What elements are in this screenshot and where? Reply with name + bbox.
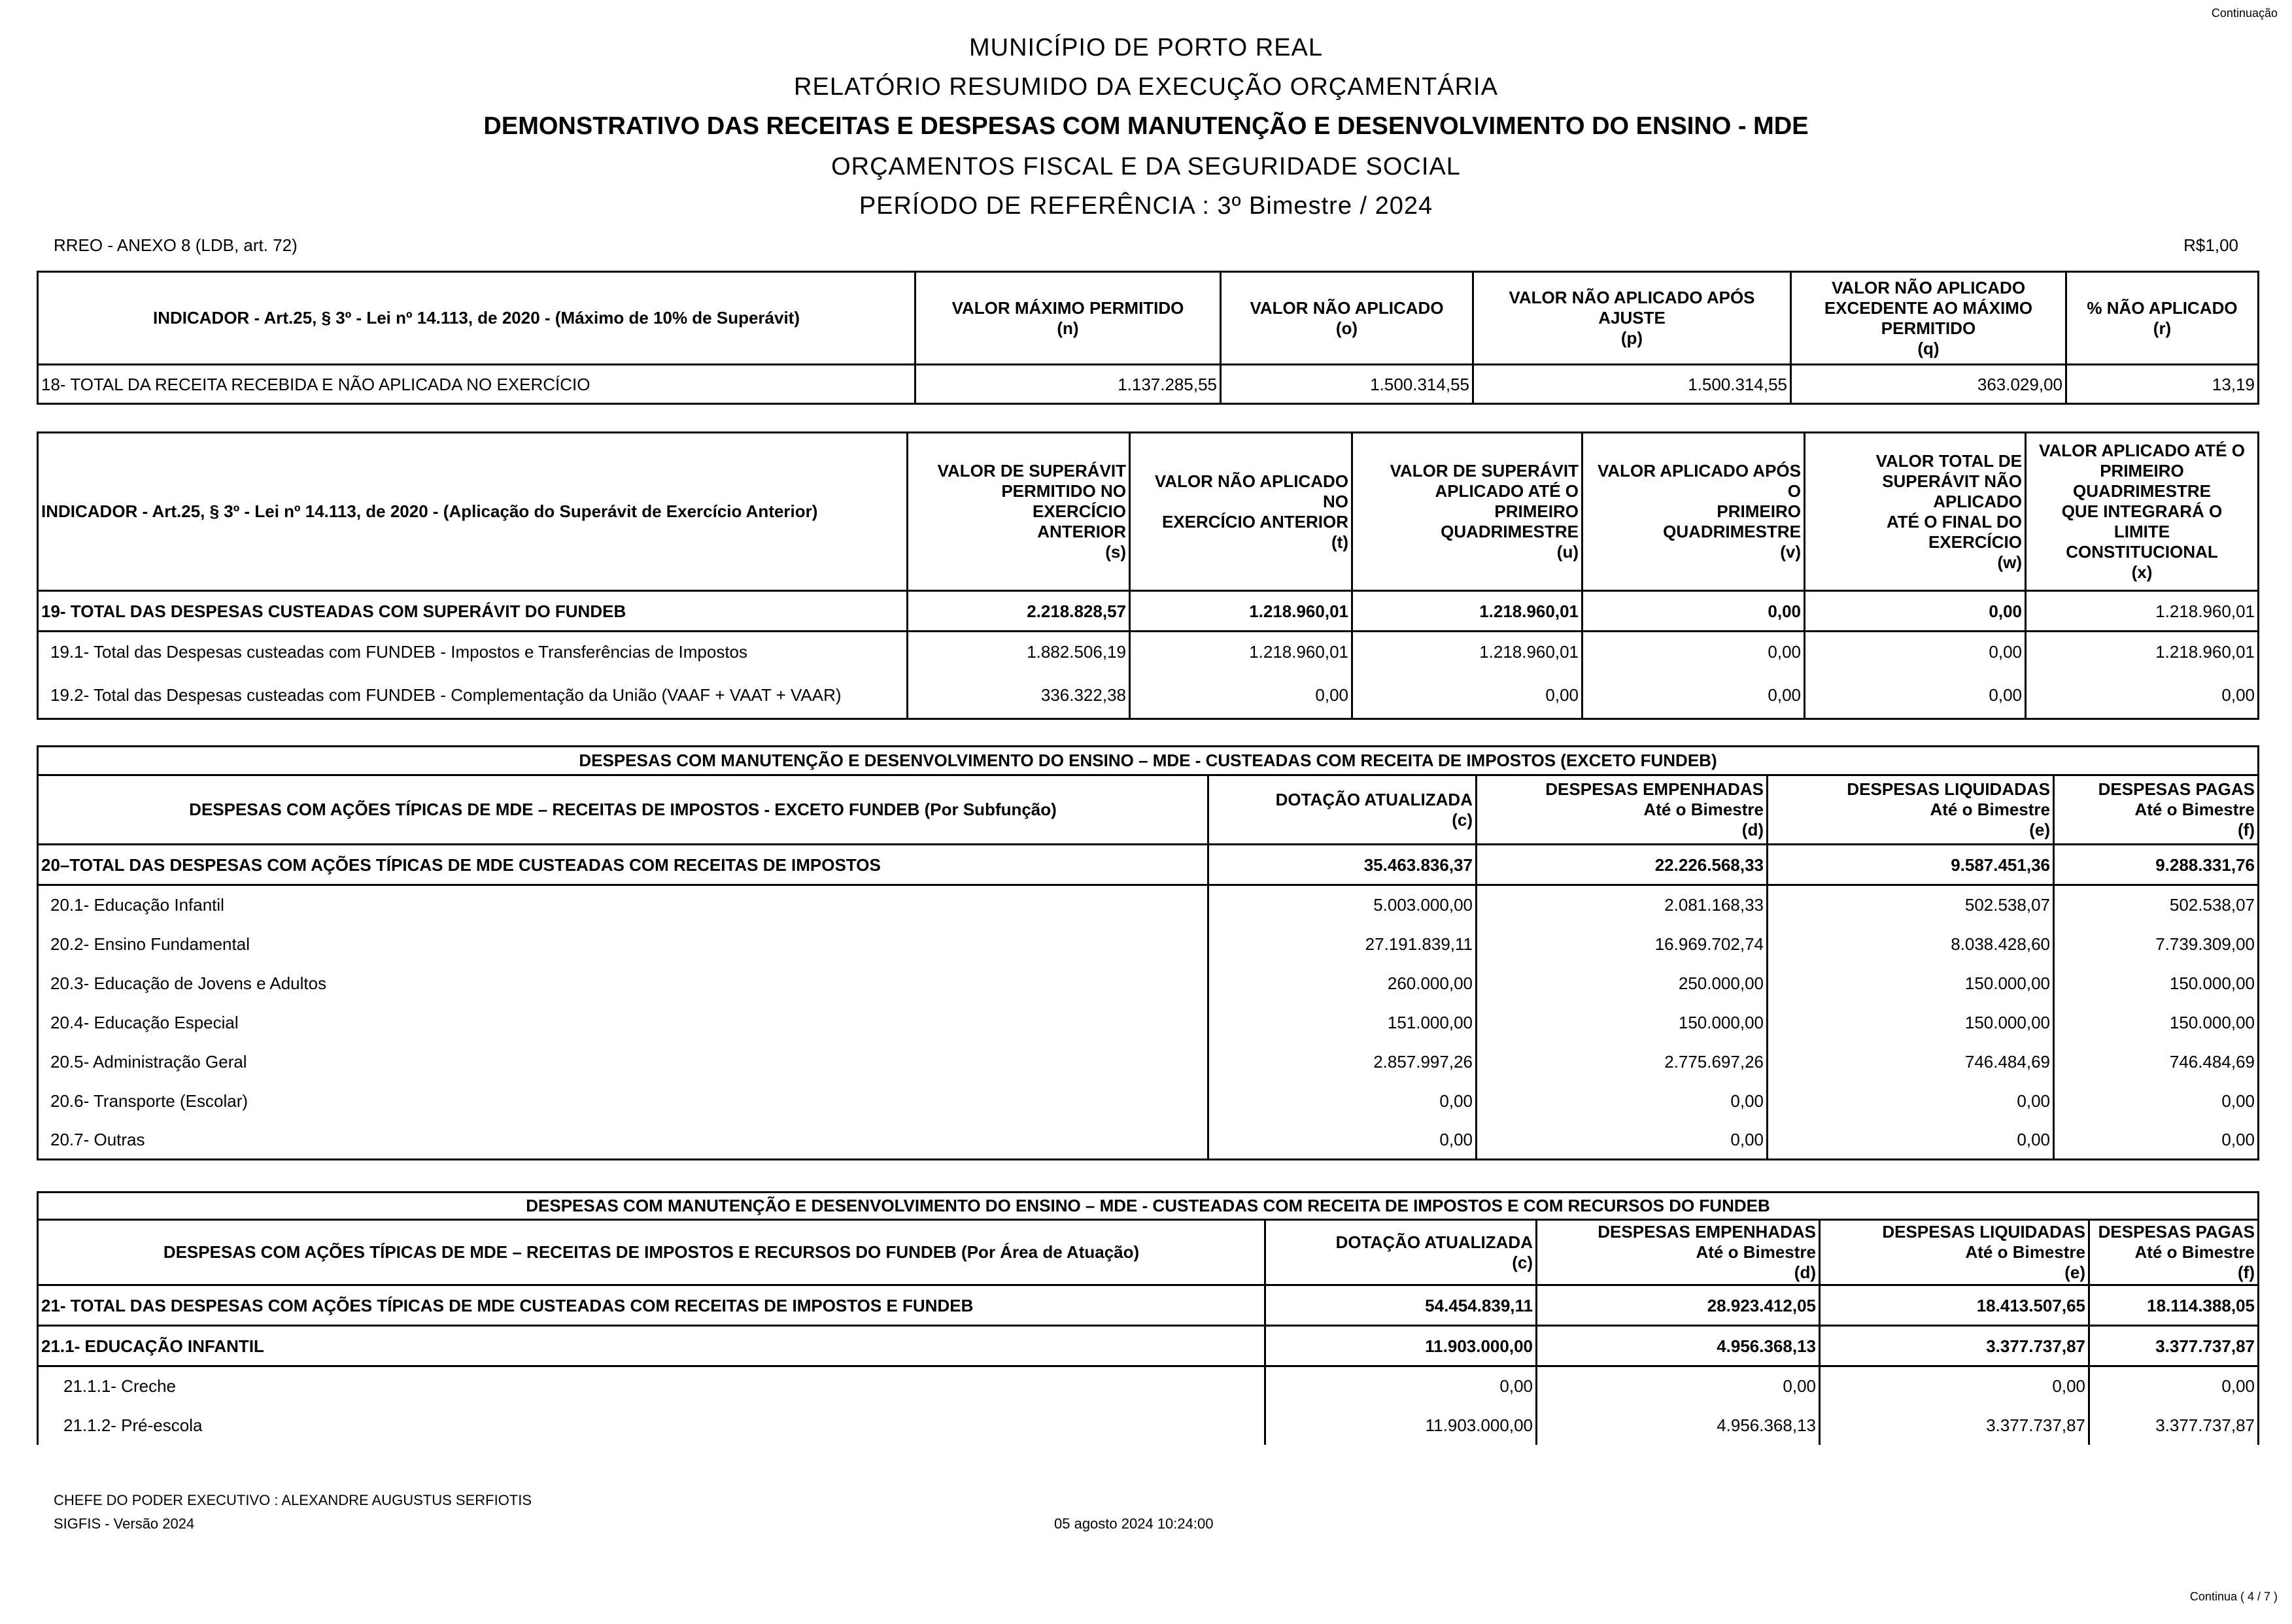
cell-value: 0,00 <box>1537 1366 1820 1406</box>
table-row <box>38 672 2259 719</box>
cell-value: 150.000,00 <box>1768 964 2054 1003</box>
cell-value: 1.500.314,55 <box>1221 365 1473 404</box>
cell-value: 3.377.737,87 <box>2089 1406 2259 1445</box>
cell-value: 1.218.960,01 <box>1130 632 1352 672</box>
cell-value: 746.484,69 <box>2054 1042 2259 1081</box>
cell-value: 0,00 <box>1477 1121 1768 1160</box>
page-indicator: Continua ( 4 / 7 ) <box>2189 1590 2278 1603</box>
cell-value: 35.463.836,37 <box>1208 845 1477 885</box>
t1-header-r: % NÃO APLICADO (r) <box>2066 272 2259 365</box>
t3-title: DESPESAS COM MANUTENÇÃO E DESENVOLVIMENTO DO ENSINO – MDE - CUSTEADAS COM RECEITA DE IMPOSTOS (EXCETO FUNDEB) <box>38 747 2259 775</box>
cell-value: 0,00 <box>2026 672 2259 719</box>
row-label: 19.2- Total das Despesas custeadas com FUNDEB - Complementação da União (VAAF + VAAT + VAAR) <box>38 672 908 719</box>
cell-value: 22.226.568,33 <box>1477 845 1768 885</box>
cell-value: 2.857.997,26 <box>1208 1042 1477 1081</box>
cell-value: 18.413.507,65 <box>1820 1285 2089 1326</box>
cell-value: 0,00 <box>1805 632 2026 672</box>
t1-header-p: VALOR NÃO APLICADO APÓS AJUSTE (p) <box>1473 272 1791 365</box>
t3-header-subfunction: DESPESAS COM AÇÕES TÍPICAS DE MDE – RECEITAS DE IMPOSTOS - EXCETO FUNDEB (Por Subfunção) <box>38 775 1208 845</box>
table-row <box>38 1003 2259 1042</box>
cell-value: 27.191.839,11 <box>1208 924 1477 964</box>
t3-header-f: DESPESAS PAGAS Até o Bimestre (f) <box>2054 775 2259 845</box>
t1-header-indicator: INDICADOR - Art.25, § 3º - Lei nº 14.113, de 2020 - (Máximo de 10% de Superávit) <box>38 272 915 365</box>
t4-header-d: DESPESAS EMPENHADAS Até o Bimestre (d) <box>1537 1220 1820 1285</box>
row-label: 20.5- Administração Geral <box>38 1042 1208 1081</box>
table-row <box>38 1326 2259 1366</box>
cell-value: 54.454.839,11 <box>1265 1285 1537 1326</box>
system-version: SIGFIS - Versão 2024 <box>54 1515 195 1532</box>
cell-value: 0,00 <box>1208 1081 1477 1121</box>
currency-unit: R$1,00 <box>2183 235 2238 255</box>
cell-value: 0,00 <box>2054 1121 2259 1160</box>
cell-value: 0,00 <box>1477 1081 1768 1121</box>
cell-value: 151.000,00 <box>1208 1003 1477 1042</box>
cell-value: 746.484,69 <box>1768 1042 2054 1081</box>
cell-value: 502.538,07 <box>1768 885 2054 924</box>
row-label: 20.2- Ensino Fundamental <box>38 924 1208 964</box>
cell-value: 0,00 <box>1805 591 2026 632</box>
cell-value: 1.218.960,01 <box>2026 591 2259 632</box>
cell-value: 0,00 <box>1582 632 1805 672</box>
table-row <box>38 1406 2259 1445</box>
generation-datetime: 05 agosto 2024 10:24:00 <box>1054 1515 1214 1532</box>
report-title: RELATÓRIO RESUMIDO DA EXECUÇÃO ORÇAMENTÁRIA <box>794 73 1498 101</box>
row-label: 21.1- EDUCAÇÃO INFANTIL <box>38 1326 1265 1366</box>
cell-value: 2.081.168,33 <box>1477 885 1768 924</box>
row-label: 20.7- Outras <box>38 1121 1208 1160</box>
cell-value: 3.377.737,87 <box>1820 1406 2089 1445</box>
table-row <box>38 1042 2259 1081</box>
cell-value: 0,00 <box>1352 672 1582 719</box>
cell-value: 1.218.960,01 <box>1352 591 1582 632</box>
t4-header-e: DESPESAS LIQUIDADAS Até o Bimestre (e) <box>1820 1220 2089 1285</box>
cell-value: 4.956.368,13 <box>1537 1326 1820 1366</box>
cell-value: 1.882.506,19 <box>908 632 1130 672</box>
continuation-label: Continuação <box>2211 7 2278 20</box>
t2-header-t: VALOR NÃO APLICADO NO EXERCÍCIO ANTERIOR (t) <box>1130 433 1352 591</box>
cell-value: 7.739.309,00 <box>2054 924 2259 964</box>
cell-value: 150.000,00 <box>1477 1003 1768 1042</box>
cell-value: 0,00 <box>2054 1081 2259 1121</box>
t2-header-w: VALOR TOTAL DE SUPERÁVIT NÃO APLICADO ATÉ O FINAL DO EXERCÍCIO (w) <box>1805 433 2026 591</box>
table-row <box>38 591 2259 632</box>
table-row <box>38 964 2259 1003</box>
cell-value: 250.000,00 <box>1477 964 1768 1003</box>
cell-value: 150.000,00 <box>2054 964 2259 1003</box>
t3-header-d: DESPESAS EMPENHADAS Até o Bimestre (d) <box>1477 775 1768 845</box>
row-label: 20.3- Educação de Jovens e Adultos <box>38 964 1208 1003</box>
statement-title: DEMONSTRATIVO DAS RECEITAS E DESPESAS COM MANUTENÇÃO E DESENVOLVIMENTO DO ENSINO - MDE <box>483 112 1809 140</box>
cell-value: 0,00 <box>2089 1366 2259 1406</box>
t4-header-c: DOTAÇÃO ATUALIZADA (c) <box>1265 1220 1537 1285</box>
cell-value: 28.923.412,05 <box>1537 1285 1820 1326</box>
t1-header-n: VALOR MÁXIMO PERMITIDO (n) <box>915 272 1221 365</box>
table-row <box>38 885 2259 924</box>
cell-value: 11.903.000,00 <box>1265 1326 1537 1366</box>
row-label: 21- TOTAL DAS DESPESAS COM AÇÕES TÍPICAS DE MDE CUSTEADAS COM RECEITAS DE IMPOSTOS E FUNDEB <box>38 1285 1265 1326</box>
cell-value: 2.218.828,57 <box>908 591 1130 632</box>
annex-label: RREO - ANEXO 8 (LDB, art. 72) <box>54 235 298 255</box>
t2-header-s: VALOR DE SUPERÁVIT PERMITIDO NO EXERCÍCIO ANTERIOR (s) <box>908 433 1130 591</box>
cell-value: 0,00 <box>1820 1366 2089 1406</box>
table-row <box>38 632 2259 672</box>
period-title: PERÍODO DE REFERÊNCIA : 3º Bimestre / 2024 <box>859 192 1433 220</box>
cell-value: 363.029,00 <box>1791 365 2066 404</box>
t4-header-area: DESPESAS COM AÇÕES TÍPICAS DE MDE – RECEITAS DE IMPOSTOS E RECURSOS DO FUNDEB (Por Área de Atuação) <box>38 1220 1265 1285</box>
t2-header-v: VALOR APLICADO APÓS O PRIMEIRO QUADRIMESTRE (v) <box>1582 433 1805 591</box>
t3-header-e: DESPESAS LIQUIDADAS Até o Bimestre (e) <box>1768 775 2054 845</box>
cell-value: 9.288.331,76 <box>2054 845 2259 885</box>
table-row <box>38 845 2259 885</box>
row-label: 20.1- Educação Infantil <box>38 885 1208 924</box>
cell-value: 0,00 <box>1208 1121 1477 1160</box>
cell-value: 2.775.697,26 <box>1477 1042 1768 1081</box>
t1-header-q: VALOR NÃO APLICADO EXCEDENTE AO MÁXIMO PERMITIDO (q) <box>1791 272 2066 365</box>
mde-taxes-table <box>37 745 2259 1160</box>
cell-value: 16.969.702,74 <box>1477 924 1768 964</box>
cell-value: 0,00 <box>1582 672 1805 719</box>
table-row <box>38 924 2259 964</box>
municipality-title: MUNICÍPIO DE PORTO REAL <box>968 34 1324 61</box>
t3-header-c: DOTAÇÃO ATUALIZADA (c) <box>1208 775 1477 845</box>
table-row <box>38 1366 2259 1406</box>
row-label: 18- TOTAL DA RECEITA RECEBIDA E NÃO APLICADA NO EXERCÍCIO <box>38 365 915 404</box>
row-label: 21.1.1- Creche <box>38 1366 1265 1406</box>
superavit-application-table <box>37 431 2259 720</box>
row-label: 21.1.2- Pré-escola <box>38 1406 1265 1445</box>
t4-header-f: DESPESAS PAGAS Até o Bimestre (f) <box>2089 1220 2259 1285</box>
cell-value: 1.137.285,55 <box>915 365 1221 404</box>
row-label: 19.1- Total das Despesas custeadas com FUNDEB - Impostos e Transferências de Impostos <box>38 632 908 672</box>
row-label: 20.4- Educação Especial <box>38 1003 1208 1042</box>
mde-taxes-fundeb-table <box>37 1191 2259 1445</box>
table-row <box>38 365 2259 404</box>
table-row <box>38 1121 2259 1160</box>
cell-value: 1.218.960,01 <box>2026 632 2259 672</box>
cell-value: 9.587.451,36 <box>1768 845 2054 885</box>
cell-value: 1.500.314,55 <box>1473 365 1791 404</box>
cell-value: 336.322,38 <box>908 672 1130 719</box>
t2-header-u: VALOR DE SUPERÁVIT APLICADO ATÉ O PRIMEIRO QUADRIMESTRE (u) <box>1352 433 1582 591</box>
cell-value: 0,00 <box>1130 672 1352 719</box>
t4-title: DESPESAS COM MANUTENÇÃO E DESENVOLVIMENTO DO ENSINO – MDE - CUSTEADAS COM RECEITA DE IMPOSTOS E COM RECURSOS DO FUNDEB <box>38 1193 2259 1220</box>
cell-value: 13,19 <box>2066 365 2259 404</box>
cell-value: 8.038.428,60 <box>1768 924 2054 964</box>
cell-value: 11.903.000,00 <box>1265 1406 1537 1445</box>
cell-value: 5.003.000,00 <box>1208 885 1477 924</box>
table-row <box>38 1285 2259 1326</box>
t2-header-x: VALOR APLICADO ATÉ O PRIMEIRO QUADRIMESTRE QUE INTEGRARÁ O LIMITE CONSTITUCIONAL (x) <box>2026 433 2259 591</box>
table-row <box>38 1081 2259 1121</box>
cell-value: 1.218.960,01 <box>1352 632 1582 672</box>
cell-value: 3.377.737,87 <box>2089 1326 2259 1366</box>
cell-value: 0,00 <box>1768 1081 2054 1121</box>
row-label: 19- TOTAL DAS DESPESAS CUSTEADAS COM SUPERÁVIT DO FUNDEB <box>38 591 908 632</box>
t1-header-o: VALOR NÃO APLICADO (o) <box>1221 272 1473 365</box>
cell-value: 0,00 <box>1582 591 1805 632</box>
cell-value: 150.000,00 <box>1768 1003 2054 1042</box>
cell-value: 0,00 <box>1805 672 2026 719</box>
cell-value: 502.538,07 <box>2054 885 2259 924</box>
t2-header-indicator: INDICADOR - Art.25, § 3º - Lei nº 14.113, de 2020 - (Aplicação do Superávit de Exercício Anterior) <box>38 433 908 591</box>
cell-value: 0,00 <box>1768 1121 2054 1160</box>
executive-chief: CHEFE DO PODER EXECUTIVO : ALEXANDRE AUGUSTUS SERFIOTIS <box>54 1492 532 1508</box>
row-label: 20.6- Transporte (Escolar) <box>38 1081 1208 1121</box>
cell-value: 260.000,00 <box>1208 964 1477 1003</box>
cell-value: 0,00 <box>1265 1366 1537 1406</box>
cell-value: 18.114.388,05 <box>2089 1285 2259 1326</box>
cell-value: 3.377.737,87 <box>1820 1326 2089 1366</box>
cell-value: 4.956.368,13 <box>1537 1406 1820 1445</box>
row-label: 20–TOTAL DAS DESPESAS COM AÇÕES TÍPICAS DE MDE CUSTEADAS COM RECEITAS DE IMPOSTOS <box>38 845 1208 885</box>
cell-value: 1.218.960,01 <box>1130 591 1352 632</box>
budget-title: ORÇAMENTOS FISCAL E DA SEGURIDADE SOCIAL <box>831 153 1461 180</box>
cell-value: 150.000,00 <box>2054 1003 2259 1042</box>
superavit-max-table <box>37 271 2259 405</box>
